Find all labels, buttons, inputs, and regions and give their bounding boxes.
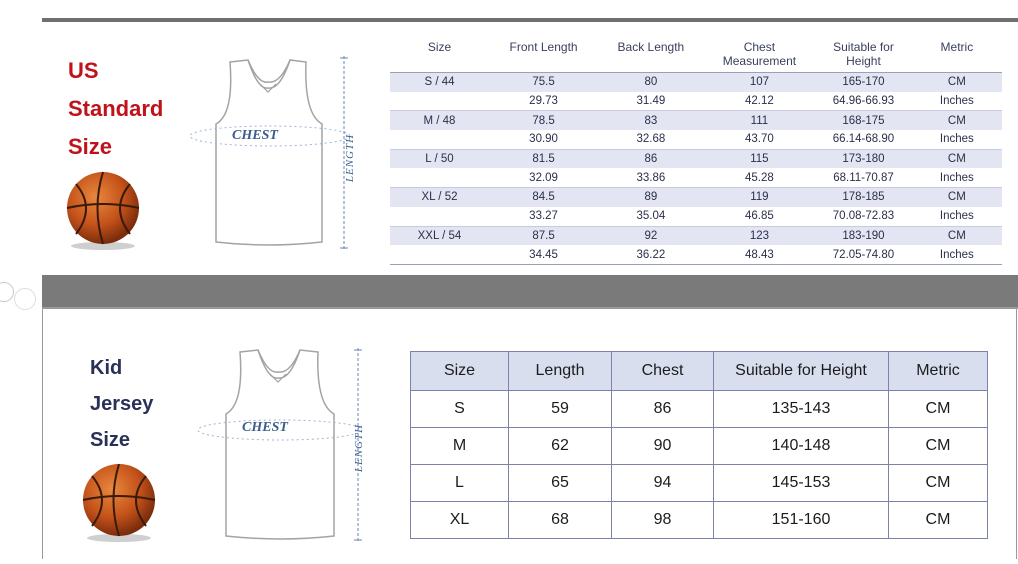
table-row bbox=[390, 111, 1002, 130]
col-header-metric: Metric bbox=[940, 40, 974, 54]
side-handle bbox=[0, 282, 14, 302]
table-cell: 30.90 bbox=[529, 133, 558, 146]
table-cell: 178-185 bbox=[815, 188, 912, 207]
table-cell: 29.73 bbox=[529, 95, 558, 108]
table-cell: CM bbox=[912, 226, 1002, 245]
table-row bbox=[411, 465, 988, 502]
table-cell: 35.04 bbox=[636, 210, 666, 223]
table-cell: 123 bbox=[704, 226, 816, 245]
table-row bbox=[390, 207, 1002, 226]
panel-left-border bbox=[42, 309, 43, 559]
table-cell: 94 bbox=[612, 465, 714, 502]
table-cell: CM bbox=[912, 149, 1002, 168]
size-cell bbox=[390, 168, 489, 187]
col-header-length: Length bbox=[509, 352, 612, 391]
size-cell bbox=[390, 207, 489, 226]
table-cell: 115 bbox=[704, 149, 816, 168]
table-cell: L bbox=[411, 465, 509, 502]
title-line: Jersey bbox=[90, 393, 154, 415]
table-cell: 98 bbox=[612, 502, 714, 539]
title-line: US bbox=[68, 58, 99, 83]
table-cell: CM bbox=[889, 428, 988, 465]
size-cell: M / 48 bbox=[390, 111, 489, 130]
size-cell: L / 50 bbox=[390, 149, 489, 168]
table-cell: 34.45 bbox=[529, 248, 558, 261]
table-row bbox=[390, 226, 1002, 245]
size-cell: XXL / 54 bbox=[390, 226, 489, 245]
table-cell: 92 bbox=[598, 226, 703, 245]
table-cell: 135-143 bbox=[714, 391, 889, 428]
table-row bbox=[390, 188, 1002, 207]
table-cell: CM bbox=[912, 188, 1002, 207]
table-row bbox=[411, 502, 988, 539]
table-cell: 32.68 bbox=[636, 133, 666, 146]
table-cell: XL bbox=[411, 502, 509, 539]
panel-right-border bbox=[1016, 309, 1017, 559]
jersey-outline-icon bbox=[186, 54, 358, 254]
chest-label: CHEST bbox=[232, 128, 278, 143]
table-row bbox=[390, 168, 1002, 187]
chest-label: CHEST bbox=[242, 420, 288, 435]
table-cell: 168-175 bbox=[815, 111, 912, 130]
table-cell: 111 bbox=[704, 111, 816, 130]
table-cell: Inches bbox=[939, 248, 974, 261]
table-cell: S bbox=[411, 391, 509, 428]
basketball-icon bbox=[78, 462, 162, 542]
table-cell: 65 bbox=[509, 465, 612, 502]
table-cell: 80 bbox=[598, 73, 703, 92]
table-cell: M bbox=[411, 428, 509, 465]
table-cell: 145-153 bbox=[714, 465, 889, 502]
table-cell: 31.49 bbox=[636, 95, 666, 108]
us-size-table bbox=[390, 36, 1002, 265]
table-cell: 119 bbox=[704, 188, 816, 207]
top-border bbox=[42, 18, 1018, 22]
col-header-size: Size bbox=[427, 40, 452, 54]
table-row bbox=[411, 428, 988, 465]
kid-size-table bbox=[410, 351, 988, 539]
col-header-back-length: Back Length bbox=[617, 40, 685, 54]
table-cell: 87.5 bbox=[489, 226, 598, 245]
table-cell: 33.86 bbox=[636, 171, 666, 184]
size-cell bbox=[390, 130, 489, 149]
table-cell: CM bbox=[889, 465, 988, 502]
table-cell: 42.12 bbox=[745, 95, 774, 108]
col-header-height: Suitable for Height bbox=[714, 352, 889, 391]
col-header-height: Suitable for Height bbox=[833, 40, 894, 68]
table-cell: 59 bbox=[509, 391, 612, 428]
size-cell bbox=[390, 92, 489, 111]
col-header-metric: Metric bbox=[889, 352, 988, 391]
title-line: Size bbox=[90, 429, 131, 451]
table-header-row bbox=[411, 352, 988, 391]
table-row bbox=[390, 245, 1002, 264]
title-line: Standard bbox=[68, 96, 164, 121]
section-divider-line bbox=[42, 307, 1018, 309]
col-header-chest: Chest Measurement bbox=[722, 40, 797, 68]
table-cell: 86 bbox=[612, 391, 714, 428]
col-header-size: Size bbox=[411, 352, 509, 391]
table-cell: 173-180 bbox=[815, 149, 912, 168]
table-row bbox=[390, 149, 1002, 168]
basketball-icon bbox=[62, 170, 146, 250]
table-cell: 75.5 bbox=[489, 73, 598, 92]
table-cell: 183-190 bbox=[815, 226, 912, 245]
table-cell: 84.5 bbox=[489, 188, 598, 207]
table-cell: CM bbox=[889, 391, 988, 428]
us-standard-size-title bbox=[68, 52, 163, 166]
table-cell: CM bbox=[912, 73, 1002, 92]
length-label: LENGTH bbox=[344, 133, 356, 183]
table-cell: 48.43 bbox=[745, 248, 774, 261]
title-line: Kid bbox=[90, 357, 123, 379]
table-cell: 36.22 bbox=[636, 248, 666, 261]
table-cell: 83 bbox=[598, 111, 703, 130]
col-header-chest: Chest bbox=[612, 352, 714, 391]
size-cell: S / 44 bbox=[390, 73, 489, 92]
table-cell: CM bbox=[912, 111, 1002, 130]
section-divider bbox=[42, 275, 1018, 307]
table-cell: 45.28 bbox=[745, 171, 774, 184]
table-cell: 90 bbox=[612, 428, 714, 465]
table-cell: 68.11-70.87 bbox=[833, 171, 894, 184]
table-cell: 64.96-66.93 bbox=[832, 95, 895, 108]
size-cell: XL / 52 bbox=[390, 188, 489, 207]
table-cell: 78.5 bbox=[489, 111, 598, 130]
size-cell bbox=[390, 245, 489, 264]
table-cell: 33.27 bbox=[529, 210, 558, 223]
jersey-outline-icon bbox=[194, 344, 372, 546]
table-cell: 68 bbox=[509, 502, 612, 539]
table-cell: Inches bbox=[939, 210, 974, 223]
table-cell: 70.08-72.83 bbox=[832, 210, 895, 223]
col-header-front-length: Front Length bbox=[509, 40, 578, 54]
table-cell: 165-170 bbox=[815, 73, 912, 92]
table-cell: 107 bbox=[704, 73, 816, 92]
table-row bbox=[390, 130, 1002, 149]
table-cell: 46.85 bbox=[745, 210, 774, 223]
table-cell: 140-148 bbox=[714, 428, 889, 465]
side-handle-secondary bbox=[14, 288, 36, 310]
table-cell: 62 bbox=[509, 428, 612, 465]
table-cell: 72.05-74.80 bbox=[832, 248, 895, 261]
table-cell: Inches bbox=[939, 171, 974, 184]
table-cell: CM bbox=[889, 502, 988, 539]
table-row bbox=[411, 391, 988, 428]
length-label: LENGTH bbox=[353, 423, 365, 473]
title-line: Size bbox=[68, 134, 113, 159]
table-cell: 151-160 bbox=[714, 502, 889, 539]
table-header-row bbox=[390, 36, 1002, 73]
kid-jersey-size-title bbox=[90, 350, 153, 458]
table-cell: Inches bbox=[939, 133, 974, 146]
table-cell: 81.5 bbox=[489, 149, 598, 168]
table-cell: 66.14-68.90 bbox=[832, 133, 895, 146]
table-cell: 89 bbox=[598, 188, 703, 207]
table-cell: 32.09 bbox=[529, 171, 558, 184]
table-cell: 43.70 bbox=[745, 133, 774, 146]
table-cell: 86 bbox=[598, 149, 703, 168]
table-row bbox=[390, 92, 1002, 111]
table-cell: Inches bbox=[939, 95, 974, 108]
table-row bbox=[390, 73, 1002, 92]
